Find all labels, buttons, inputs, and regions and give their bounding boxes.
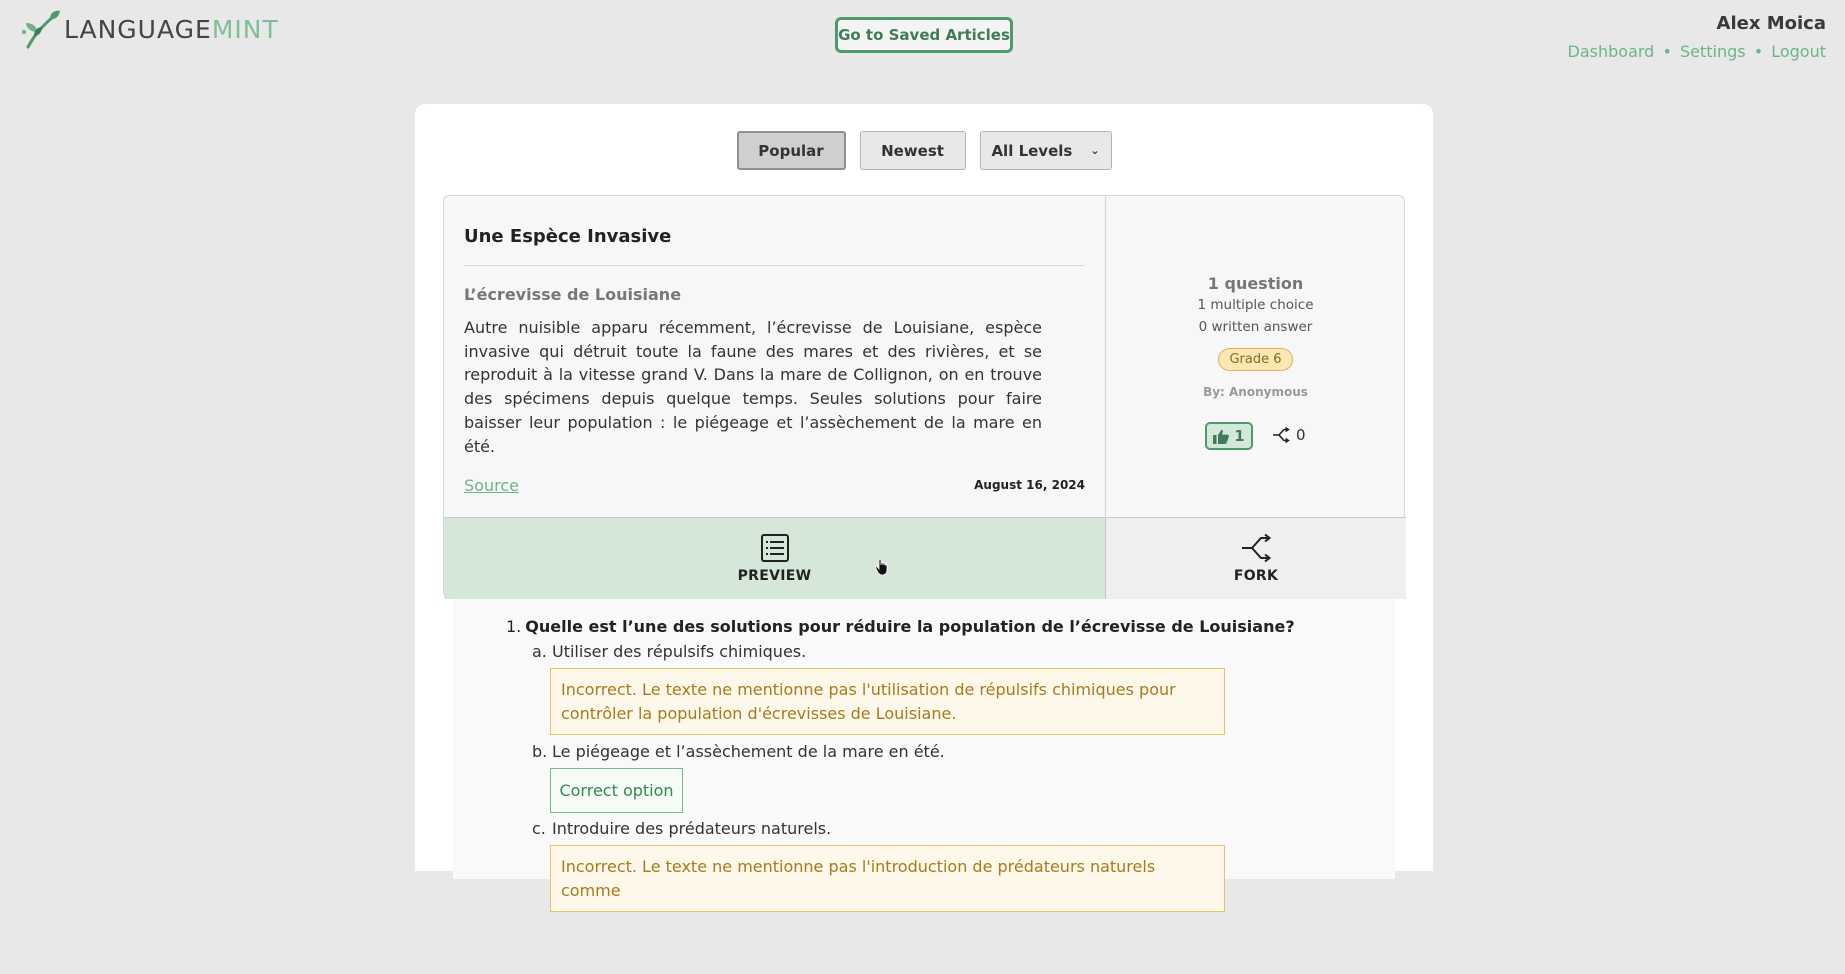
- popular-filter-button[interactable]: Popular: [737, 131, 846, 170]
- link-separator: •: [1662, 42, 1672, 61]
- option-letter: c.: [532, 819, 546, 838]
- logo-text: [64, 15, 279, 44]
- fork-label: FORK: [1233, 568, 1279, 584]
- logo[interactable]: [20, 10, 279, 48]
- fork-button[interactable]: [1105, 517, 1406, 599]
- preview-label: PREVIEW: [737, 568, 812, 584]
- question-number: 1.: [506, 617, 522, 636]
- fork-icon: [1240, 533, 1272, 563]
- option-text: Le piégeage et l’assèchement de la mare en été.: [552, 742, 945, 761]
- level-select-value: All Levels: [991, 141, 1073, 160]
- feedback-incorrect: Incorrect. Le texte ne mentionne pas l'utilisation de répulsifs chimiques pour contrôler la population d'écrevisses de Louisiane.: [550, 668, 1225, 735]
- user-area: [1568, 13, 1826, 61]
- user-name: Alex Moica: [1716, 13, 1826, 34]
- option-letter: b.: [532, 742, 548, 761]
- question-count: 1 question: [1207, 274, 1304, 293]
- article-body: Autre nuisible apparu récemment, l’écrevisse de Louisiane, espèce invasive qui détruit toute la faune des mares et des rivières, et se reproduit à la vitesse grand V. Dans la mare de Collignon, on en trouve des spécimens depuis quelque temps. Seules solutions pour faire baisser leur population : le piégeage et l’assèchement de la mare en été.: [464, 318, 1042, 456]
- preview-button[interactable]: [444, 517, 1105, 599]
- filter-bar: [415, 131, 1433, 170]
- user-links: [1568, 42, 1826, 61]
- quiz-preview: [453, 599, 1395, 900]
- grade-badge: Grade 6: [1218, 348, 1293, 371]
- list-icon: [760, 533, 790, 563]
- like-button[interactable]: [1205, 422, 1253, 450]
- article-card: [443, 195, 1405, 598]
- link-separator: •: [1753, 42, 1764, 61]
- sprout-logo-icon: [20, 10, 62, 48]
- level-select[interactable]: [980, 131, 1112, 170]
- article-content: [444, 196, 1105, 517]
- multiple-choice-count: 1 multiple choice: [1197, 297, 1314, 313]
- source-link[interactable]: Source: [464, 476, 519, 495]
- fork-count-value: 0: [1296, 426, 1306, 444]
- option-letter: a.: [532, 642, 547, 661]
- feedback-incorrect: Incorrect. Le texte ne mentionne pas l'introduction de prédateurs naturels comme: [550, 845, 1225, 912]
- article-subtitle: L’écrevisse de Louisiane: [464, 285, 682, 304]
- written-answer-count: 0 written answer: [1198, 319, 1313, 335]
- article-meta: [1105, 196, 1405, 517]
- thumbs-up-icon: [1213, 429, 1229, 444]
- title-divider: [464, 265, 1084, 266]
- articles-panel: [415, 104, 1433, 900]
- newest-filter-button[interactable]: Newest: [860, 131, 966, 170]
- feedback-correct: Correct option: [550, 768, 683, 813]
- answer-option-a: [532, 642, 806, 661]
- logo-text-mint: MINT: [211, 14, 279, 44]
- article-title: Une Espèce Invasive: [464, 226, 672, 247]
- logout-link[interactable]: Logout: [1771, 42, 1826, 61]
- chevron-down-icon: ⌄: [1090, 144, 1100, 157]
- answer-option-c: [532, 819, 831, 838]
- fork-count: [1272, 426, 1306, 444]
- like-count: 1: [1234, 427, 1245, 445]
- hand-cursor-icon: [875, 558, 891, 576]
- logo-text-language: LANGUAGE: [64, 14, 212, 44]
- question-text: [506, 617, 1295, 636]
- fork-icon: [1272, 427, 1290, 443]
- author-byline: By: Anonymous: [1203, 385, 1308, 399]
- dashboard-link[interactable]: Dashboard: [1567, 42, 1655, 61]
- article-date: August 16, 2024: [974, 478, 1085, 492]
- option-text: Introduire des prédateurs naturels.: [552, 819, 832, 838]
- settings-link[interactable]: Settings: [1679, 42, 1746, 61]
- question-label: Quelle est l’une des solutions pour réduire la population de l’écrevisse de Louisiane?: [525, 617, 1295, 636]
- option-text: Utiliser des répulsifs chimiques.: [552, 642, 807, 661]
- answer-option-b: [532, 742, 945, 761]
- go-to-saved-articles-button[interactable]: Go to Saved Articles: [835, 17, 1013, 53]
